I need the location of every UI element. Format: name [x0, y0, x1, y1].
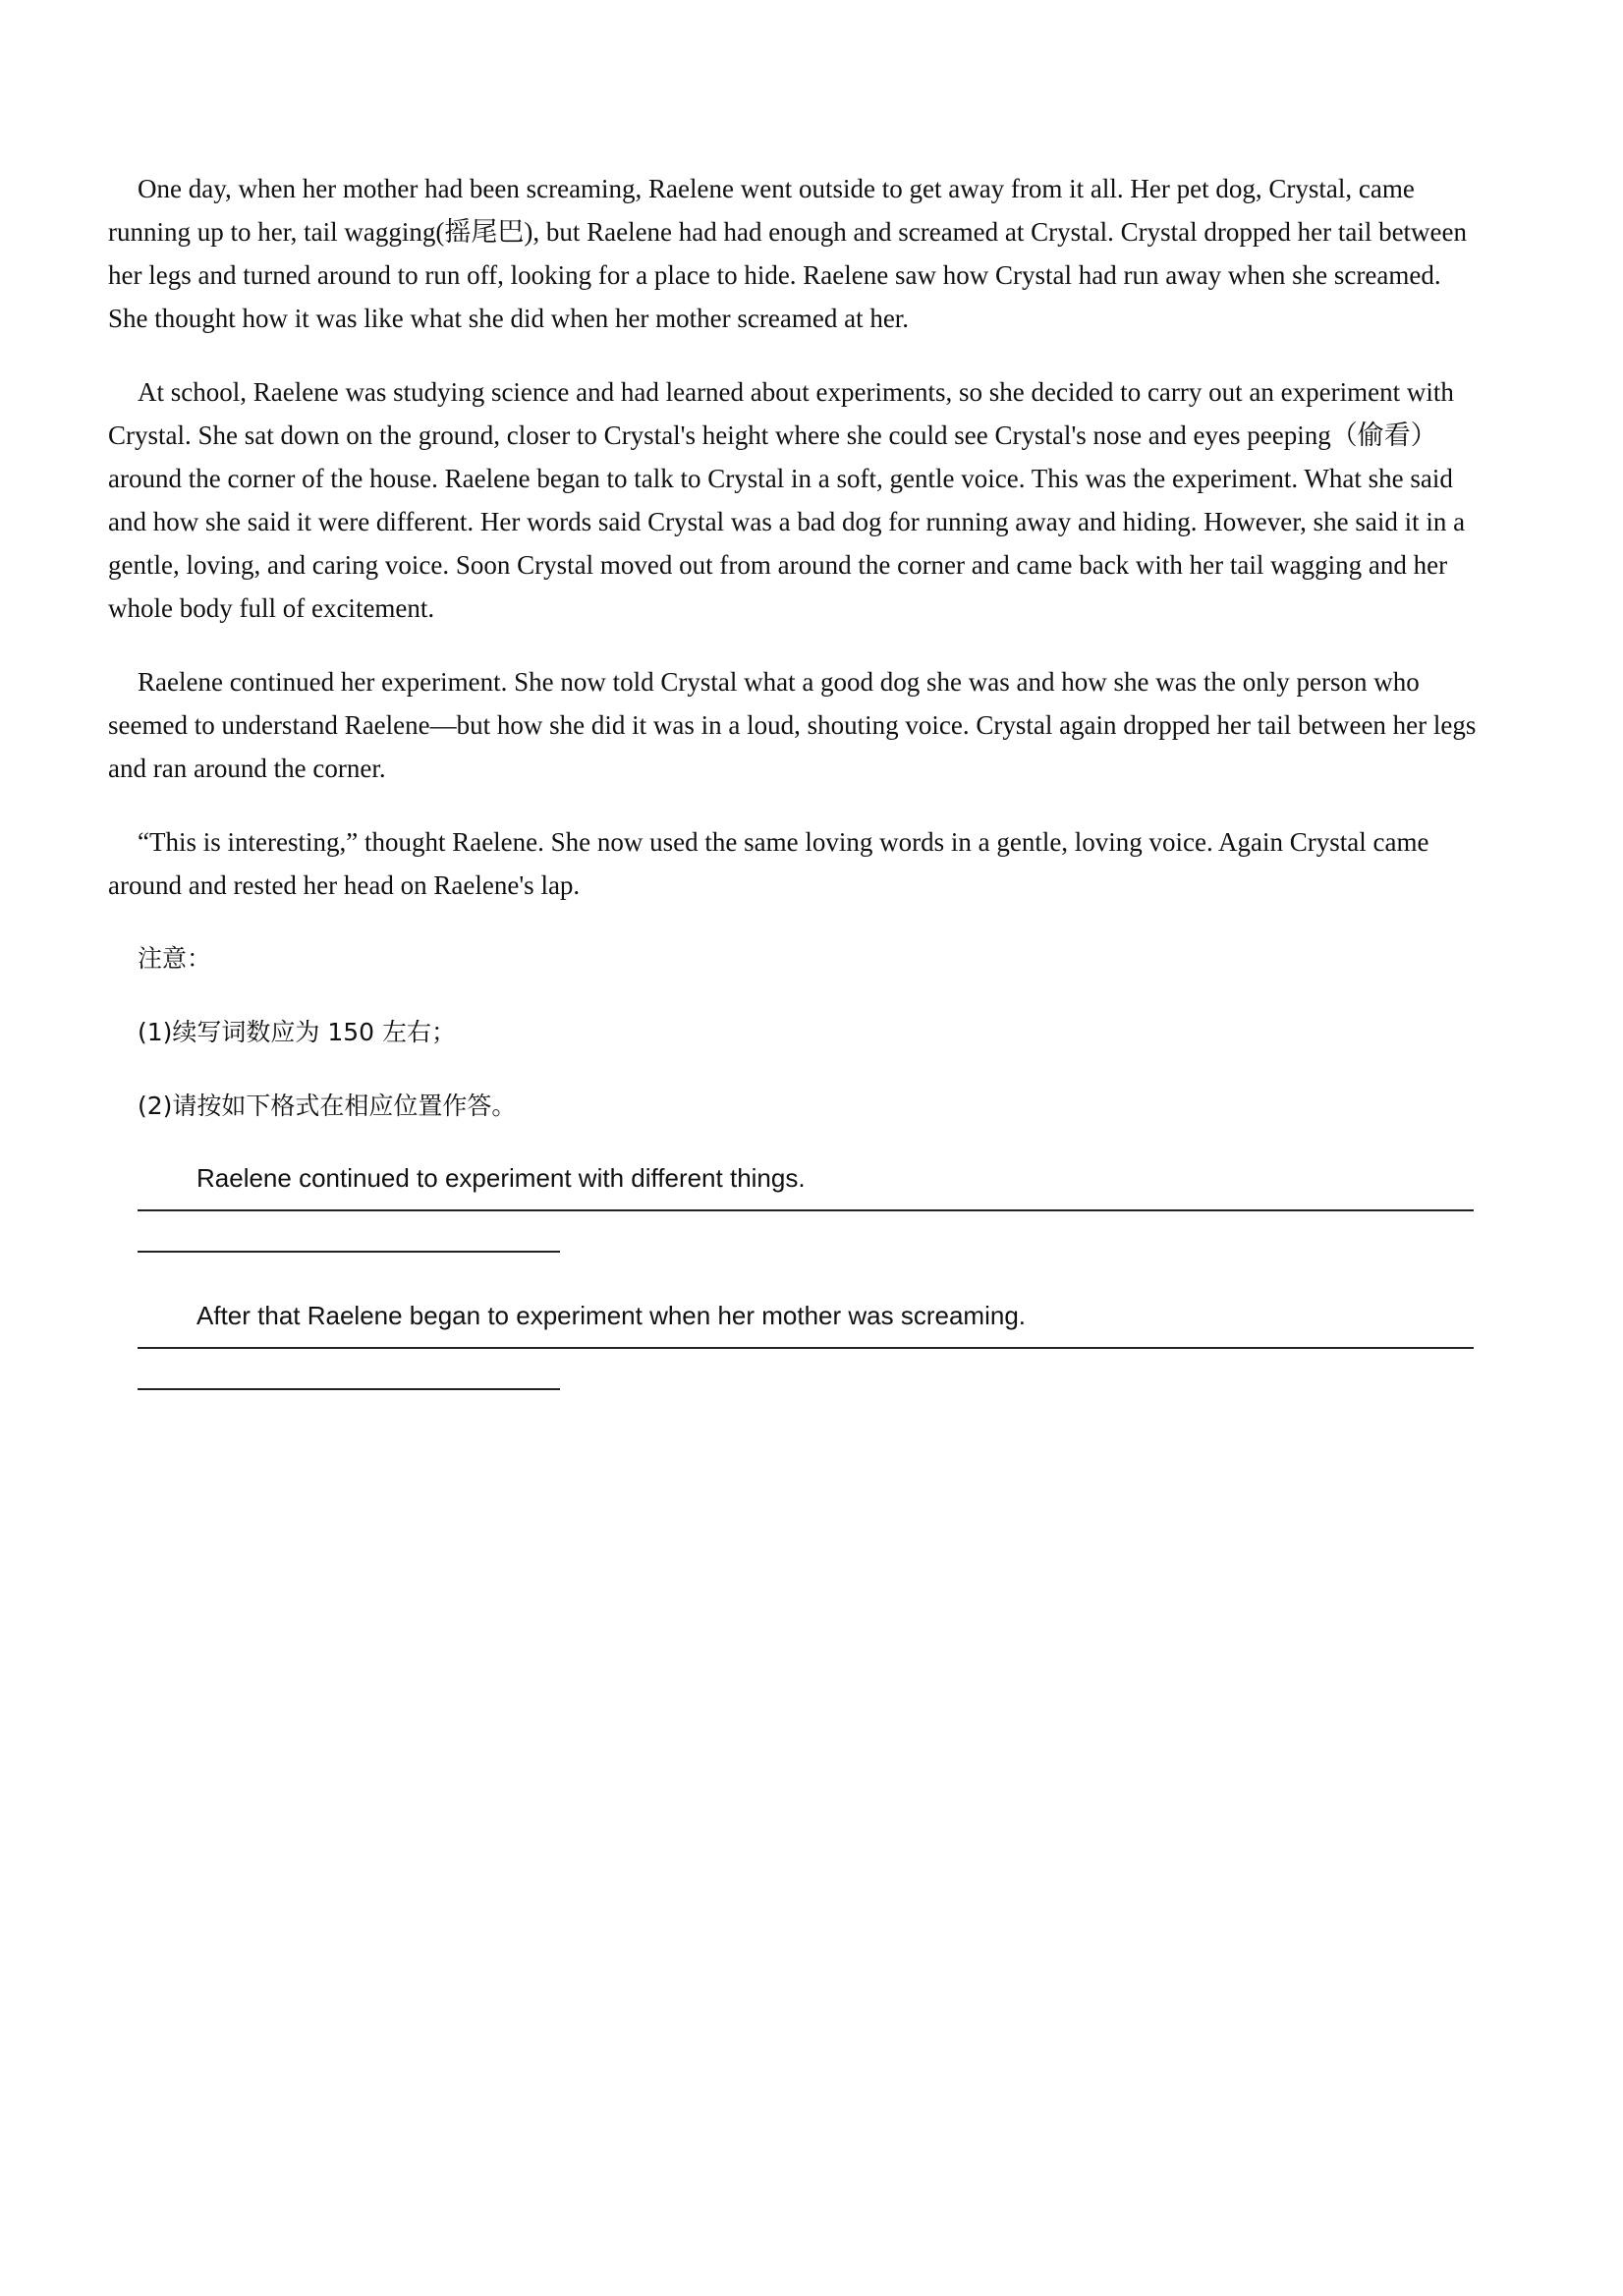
continuation-prompt-1: Raelene continued to experiment with different things. — [196, 1163, 806, 1193]
answer-line[interactable] — [138, 1347, 1474, 1349]
continuation-prompt-2: After that Raelene began to experiment when her mother was screaming. — [196, 1301, 1027, 1330]
answer-line[interactable] — [138, 1251, 560, 1253]
answer-block-1 — [108, 1158, 1483, 1253]
notes-item-2: (2)请按如下格式在相应位置作答。 — [138, 1092, 517, 1120]
story-paragraph-4: “This is interesting,” thought Raelene. She now used the same loving words in a gentle, loving voice. Again Crystal came around and rested her head on Raelene's lap. — [108, 827, 1429, 900]
story-paragraph-1: One day, when her mother had been screaming, Raelene went outside to get away from it all. Her pet dog, Crystal, came running up to her, tail wagging(摇尾巴), but Raelene had had enough and screamed at Crystal. Crystal dropped her tail between her legs and turned around to run off, looking for a place to hide. Raelene saw how Crystal had run away when she screamed. She thought how it was like what she did when her mother screamed at her. — [108, 174, 1468, 333]
answer-line[interactable] — [138, 1209, 1474, 1211]
answer-line[interactable] — [138, 1388, 560, 1390]
answer-block-2 — [108, 1296, 1483, 1390]
story-paragraph-2: At school, Raelene was studying science and had learned about experiments, so she decided to carry out an experiment with Crystal. She sat down on the ground, closer to Crystal's height where she could see Crystal's nose and eyes peeping（偷看）around the corner of the house. Raelene began to talk to Crystal in a soft, gentle voice. This was the experiment. What she said and how she said it were different. Her words said Crystal was a bad dog for running away and hiding. However, she said it in a gentle, loving, and caring voice. Soon Crystal moved out from around the corner and came back with her tail wagging and her whole body full of excitement. — [108, 377, 1466, 623]
notes-heading: 注意： — [138, 944, 212, 973]
document-page — [108, 167, 1483, 1433]
story-paragraph-3: Raelene continued her experiment. She now told Crystal what a good dog she was and how she was the only person who seemed to understand Raelene—but how she did it was in a loud, shouting voice. Crystal again dropped her tail between her legs and ran around the corner. — [108, 667, 1477, 783]
notes-item-1: (1)续写词数应为 150 左右； — [138, 1018, 457, 1046]
